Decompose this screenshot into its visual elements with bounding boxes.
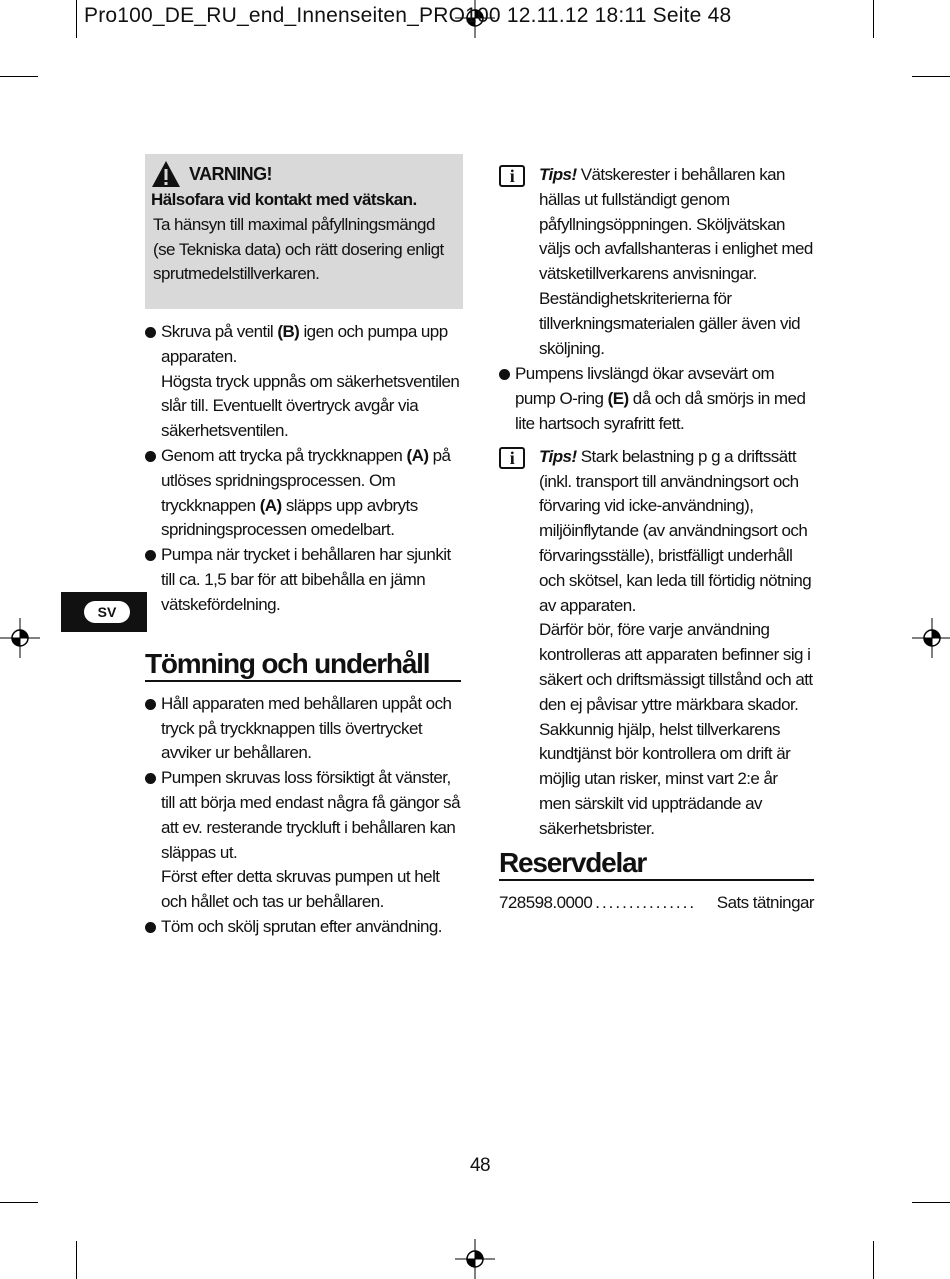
right-column — [499, 163, 813, 842]
item-text: Håll apparaten med behållaren uppåt och tryck på tryckknappen tills övertrycket avviker ur behållaren. — [161, 693, 452, 763]
item-text: Pumpens livslängd ökar avsevärt om pump O-ring — [515, 364, 775, 409]
spare-parts-section — [499, 847, 814, 916]
item-note: Först efter detta skruvas pumpen ut helt och hållet och tas ur behållaren. — [161, 867, 440, 912]
list-item — [145, 692, 461, 766]
crop-mark — [76, 0, 77, 38]
item-text: Pumpen skruvas loss försiktigt åt vänster, till att börja med endast några få gängor så att ev. resterande tryckluft i behållaren kan släppas ut. — [161, 768, 460, 862]
item-note: Högsta tryck uppnås om säkerhetsventilen slår till. Eventuellt övertryck avgår via säkerhetsventilen. — [161, 371, 460, 441]
item-text: igen och pumpa upp apparaten. — [161, 322, 448, 366]
tip-text: Stark belastning p g a driftssätt (inkl. transport till användningsort och förvaring vid icke-användning), miljöinflytande (av användningsort och förvaringsställe), bristfälligt underhåll och skötsel, kan leda till förtidig nötning av apparaten. — [539, 446, 812, 615]
warning-title: VARNING! — [189, 163, 272, 184]
item-text: släpps upp avbryts spridningsprocessen omedelbart. — [161, 495, 418, 540]
bullet-icon — [499, 369, 510, 380]
leader-dots: ............... — [595, 892, 697, 912]
left-column — [145, 320, 461, 618]
info-icon: i — [499, 165, 525, 187]
section-heading: Tömning och underhåll — [145, 652, 461, 682]
bullet-icon — [145, 327, 156, 338]
list-item — [145, 915, 461, 940]
care-list — [499, 362, 813, 436]
warning-heading — [151, 160, 457, 188]
warning-box — [145, 154, 463, 309]
part-number: 728598.0000 — [499, 892, 593, 912]
warning-body: Ta hänsyn till maximal påfyllningsmängd (se Tekniska data) och rätt dosering enligt sprutmedelstillverkaren. — [153, 214, 444, 284]
bullet-icon — [145, 922, 156, 933]
section-heading: Reservdelar — [499, 851, 814, 881]
crop-mark — [0, 1202, 38, 1203]
maintenance-list — [145, 692, 461, 940]
tip-note: Därför bör, före varje användning kontrolleras att apparaten befinner sig i säkert och driftsmässigt tillstånd och att den ej påvisar yttre märkbara skador. Sakkunnig hjälp, helst tillverkarens kundtjänst bör kontrollera om drift är möjlig utan risker, minst vart 2:e år men särskilt vid uppträdande av säkerhetsbrister. — [539, 620, 813, 838]
tip-block — [499, 163, 813, 361]
item-text: Genom att trycka på tryckknappen — [161, 445, 407, 465]
item-ref: (E) — [607, 389, 629, 409]
registration-mark-icon — [0, 618, 40, 658]
list-item — [145, 543, 461, 617]
tip-block — [499, 445, 813, 842]
item-ref: (A) — [406, 445, 429, 465]
crop-mark — [873, 0, 874, 38]
item-ref: (B) — [277, 322, 300, 341]
list-item — [145, 444, 461, 543]
operation-list — [145, 320, 461, 618]
crop-mark — [76, 1241, 77, 1279]
list-item — [145, 320, 461, 444]
item-ref: (A) — [259, 495, 282, 515]
bullet-icon — [145, 773, 156, 784]
registration-mark-icon — [455, 1239, 495, 1279]
item-text: Skruva på ventil — [161, 322, 278, 341]
warning-subtitle: Hälsofara vid kontakt med vätskan. — [151, 190, 417, 209]
bullet-icon — [145, 451, 156, 462]
print-slug: Pro100_DE_RU_end_Innenseiten_PRO100 12.11.12 18:11 Seite 48 — [84, 4, 732, 27]
crop-mark — [912, 76, 950, 77]
registration-mark-icon — [912, 618, 950, 658]
crop-mark — [0, 76, 38, 77]
tip-label: Tips! — [539, 165, 577, 184]
tip-label: Tips! — [539, 446, 577, 466]
crop-mark — [912, 1202, 950, 1203]
page-number: 48 — [470, 1155, 491, 1176]
language-tab-label: SV — [84, 601, 130, 623]
item-text: Pumpa när trycket i behållaren har sjunkit till ca. 1,5 bar för att bibehålla en jämn vätskefördelning. — [161, 545, 451, 614]
warning-triangle-icon — [151, 160, 181, 188]
list-item — [499, 362, 813, 436]
bullet-icon — [145, 699, 156, 710]
info-icon: i — [499, 447, 525, 469]
list-item — [145, 766, 461, 915]
item-text: på utlöses spridningsprocessen. Om tryckknappen — [161, 445, 451, 515]
item-text: Töm och skölj sprutan efter användning. — [161, 916, 442, 936]
maintenance-section — [145, 648, 461, 940]
spare-part-row — [499, 891, 814, 916]
item-text: då och då smörjs in med lite hartsoch syrafritt fett. — [515, 389, 806, 433]
tip-text: Vätskerester i behållaren kan hällas ut fullständigt genom påfyllningsöppningen. Sköljvätskan väljs och avfallshanteras i enlighet med vätsketillverkarens anvisningar. Beständighetskriterierna för tillverkningsmaterialen gäller även vid sköljning. — [539, 165, 813, 358]
bullet-icon — [145, 550, 156, 561]
crop-mark — [873, 1241, 874, 1279]
part-name: Sats tätningar — [716, 892, 814, 912]
